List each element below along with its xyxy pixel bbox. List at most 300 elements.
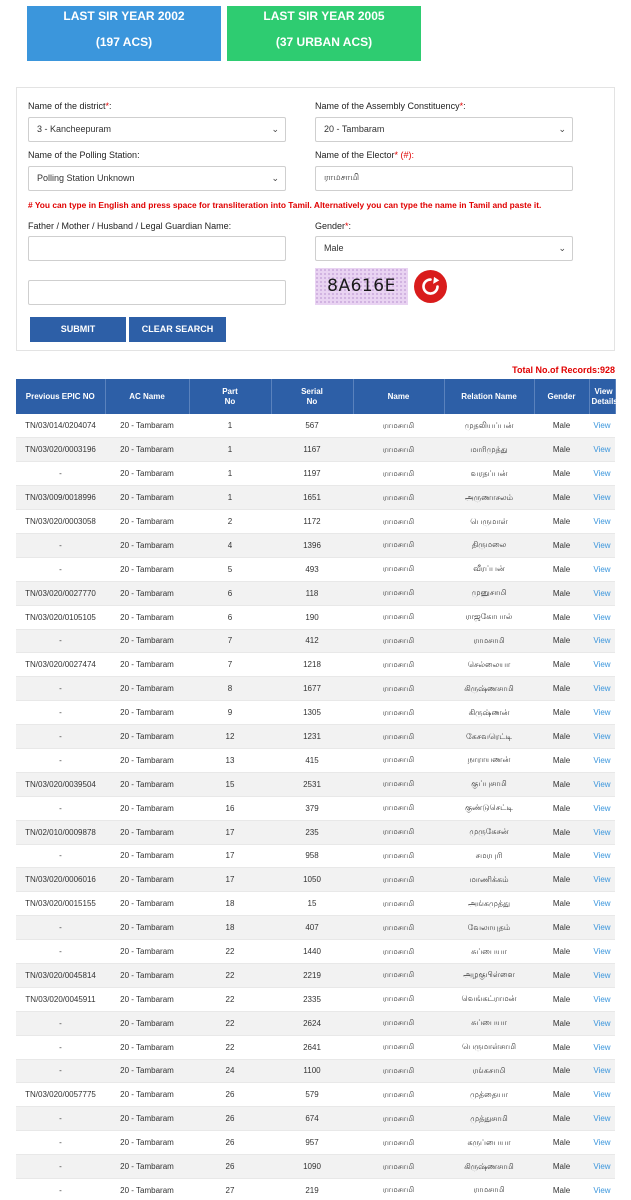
cell-gender: Male xyxy=(534,414,589,438)
cell-view xyxy=(589,1011,615,1035)
view-details-link[interactable]: View xyxy=(593,588,611,598)
cell-relation-name: குப்புசாமி xyxy=(444,772,534,796)
cell-relation-name: மாரிமுத்து xyxy=(444,438,534,462)
cell-view xyxy=(589,1059,615,1083)
cell-part-no: 1 xyxy=(189,438,271,462)
view-details-link[interactable]: View xyxy=(593,1138,611,1148)
view-details-link[interactable]: View xyxy=(593,779,611,789)
cell-ac-name: 20 - Tambaram xyxy=(105,820,189,844)
cell-name: ராமசாமி xyxy=(353,940,444,964)
banner-subtitle: (37 URBAN ACS) xyxy=(275,35,373,49)
table-row xyxy=(16,987,615,1011)
submit-button[interactable]: SUBMIT xyxy=(30,317,126,342)
cell-part-no: 1 xyxy=(189,462,271,486)
view-details-link[interactable]: View xyxy=(593,708,611,718)
captcha-input[interactable] xyxy=(28,280,286,305)
cell-gender: Male xyxy=(534,1011,589,1035)
table-row xyxy=(16,892,615,916)
cell-part-no: 8 xyxy=(189,677,271,701)
cell-serial-no: 415 xyxy=(271,748,353,772)
view-details-link[interactable]: View xyxy=(593,636,611,646)
cell-ac-name: 20 - Tambaram xyxy=(105,1083,189,1107)
cell-relation-name: ராமசாமி xyxy=(444,1179,534,1200)
cell-part-no: 24 xyxy=(189,1059,271,1083)
cell-name: ராமசாமி xyxy=(353,1035,444,1059)
cell-serial-no: 1440 xyxy=(271,940,353,964)
cell-relation-name: சுப்பையா xyxy=(444,1011,534,1035)
view-details-link[interactable]: View xyxy=(593,421,611,431)
cell-relation-name: வேலாயுதம் xyxy=(444,916,534,940)
cell-serial-no: 2624 xyxy=(271,1011,353,1035)
table-row xyxy=(16,916,615,940)
cell-view xyxy=(589,1155,615,1179)
view-details-link[interactable]: View xyxy=(593,994,611,1004)
cell-name: ராமசாமி xyxy=(353,916,444,940)
cell-relation-name: மாணிக்கம் xyxy=(444,868,534,892)
cell-part-no: 12 xyxy=(189,725,271,749)
header-part-no[interactable]: Part No xyxy=(189,379,271,414)
cell-view xyxy=(589,414,615,438)
cell-relation-name: முத்துசாமி xyxy=(444,1107,534,1131)
cell-view xyxy=(589,605,615,629)
cell-part-no: 22 xyxy=(189,963,271,987)
cell-serial-no: 2335 xyxy=(271,987,353,1011)
view-details-link[interactable]: View xyxy=(593,851,611,861)
chevron-down-icon: ⌄ xyxy=(558,243,566,253)
cell-gender: Male xyxy=(534,701,589,725)
view-details-link[interactable]: View xyxy=(593,1018,611,1028)
cell-part-no: 26 xyxy=(189,1083,271,1107)
cell-gender: Male xyxy=(534,868,589,892)
cell-previous-epic: - xyxy=(16,701,105,725)
cell-part-no: 26 xyxy=(189,1107,271,1131)
cell-part-no: 4 xyxy=(189,533,271,557)
table-row xyxy=(16,701,615,725)
cell-part-no: 9 xyxy=(189,701,271,725)
view-details-link[interactable]: View xyxy=(593,1162,611,1172)
cell-view xyxy=(589,462,615,486)
cell-gender: Male xyxy=(534,940,589,964)
cell-previous-epic: - xyxy=(16,940,105,964)
cell-view xyxy=(589,1131,615,1155)
cell-previous-epic: - xyxy=(16,1107,105,1131)
cell-ac-name: 20 - Tambaram xyxy=(105,1059,189,1083)
cell-part-no: 16 xyxy=(189,796,271,820)
header-view-details[interactable]: View Details xyxy=(589,379,615,414)
cell-serial-no: 412 xyxy=(271,629,353,653)
cell-previous-epic: - xyxy=(16,1179,105,1200)
cell-name: ராமசாமி xyxy=(353,1059,444,1083)
view-details-link[interactable]: View xyxy=(593,564,611,574)
cell-serial-no: 235 xyxy=(271,820,353,844)
view-details-link[interactable]: View xyxy=(593,469,611,479)
cell-ac-name: 20 - Tambaram xyxy=(105,987,189,1011)
cell-ac-name: 20 - Tambaram xyxy=(105,725,189,749)
cell-view xyxy=(589,557,615,581)
view-details-link[interactable]: View xyxy=(593,827,611,837)
cell-gender: Male xyxy=(534,533,589,557)
table-row xyxy=(16,486,615,510)
elector-label: Name of the Elector* (#): xyxy=(315,150,415,160)
view-details-link[interactable]: View xyxy=(593,803,611,813)
cell-previous-epic: - xyxy=(16,796,105,820)
captcha-image: 8A616E xyxy=(315,268,408,305)
cell-relation-name: சுப்பையா xyxy=(444,940,534,964)
cell-name: ராமசாமி xyxy=(353,533,444,557)
cell-name: ராமசாமி xyxy=(353,557,444,581)
table-row xyxy=(16,1035,615,1059)
view-details-link[interactable]: View xyxy=(593,755,611,765)
cell-name: ராமசாமி xyxy=(353,844,444,868)
header-gender[interactable]: Gender xyxy=(534,379,589,414)
cell-part-no: 27 xyxy=(189,1179,271,1200)
cell-serial-no: 190 xyxy=(271,605,353,629)
polling-station-label: Name of the Polling Station: xyxy=(28,150,140,160)
cell-ac-name: 20 - Tambaram xyxy=(105,1131,189,1155)
cell-gender: Male xyxy=(534,677,589,701)
cell-name: ராமசாமி xyxy=(353,414,444,438)
cell-name: ராமசாமி xyxy=(353,1107,444,1131)
cell-view xyxy=(589,987,615,1011)
cell-part-no: 17 xyxy=(189,844,271,868)
cell-relation-name: குண்டுசெட்டி xyxy=(444,796,534,820)
cell-ac-name: 20 - Tambaram xyxy=(105,1107,189,1131)
table-header-row xyxy=(16,379,615,414)
clear-search-button[interactable]: CLEAR SEARCH xyxy=(129,317,226,342)
table-row xyxy=(16,677,615,701)
cell-previous-epic: TN/03/020/0039504 xyxy=(16,772,105,796)
cell-previous-epic: - xyxy=(16,844,105,868)
cell-gender: Male xyxy=(534,653,589,677)
table-row xyxy=(16,1131,615,1155)
table-row xyxy=(16,1059,615,1083)
cell-gender: Male xyxy=(534,820,589,844)
cell-gender: Male xyxy=(534,438,589,462)
cell-ac-name: 20 - Tambaram xyxy=(105,653,189,677)
cell-name: ராமசாமி xyxy=(353,868,444,892)
cell-name: ராமசாமி xyxy=(353,1179,444,1200)
cell-previous-epic: TN/03/020/0045814 xyxy=(16,963,105,987)
cell-ac-name: 20 - Tambaram xyxy=(105,629,189,653)
cell-ac-name: 20 - Tambaram xyxy=(105,486,189,510)
cell-relation-name: செல்லையா xyxy=(444,653,534,677)
cell-view xyxy=(589,677,615,701)
cell-part-no: 7 xyxy=(189,653,271,677)
cell-name: ராமசாமி xyxy=(353,462,444,486)
cell-gender: Male xyxy=(534,1131,589,1155)
cell-previous-epic: TN/03/020/0027474 xyxy=(16,653,105,677)
cell-previous-epic: - xyxy=(16,629,105,653)
cell-previous-epic: TN/03/020/0015155 xyxy=(16,892,105,916)
cell-relation-name: முனுசாமி xyxy=(444,581,534,605)
cell-previous-epic: - xyxy=(16,1011,105,1035)
cell-relation-name: கிருஷ்ணன் xyxy=(444,701,534,725)
district-select[interactable] xyxy=(28,117,286,142)
view-details-link[interactable]: View xyxy=(593,875,611,885)
cell-part-no: 13 xyxy=(189,748,271,772)
ac-label: Name of the Assembly Constituency*: xyxy=(315,101,466,111)
cell-gender: Male xyxy=(534,462,589,486)
cell-view xyxy=(589,820,615,844)
cell-serial-no: 1050 xyxy=(271,868,353,892)
view-details-link[interactable]: View xyxy=(593,540,611,550)
cell-gender: Male xyxy=(534,1083,589,1107)
chevron-down-icon: ⌄ xyxy=(558,124,566,134)
cell-serial-no: 1651 xyxy=(271,486,353,510)
cell-serial-no: 579 xyxy=(271,1083,353,1107)
cell-name: ராமசாமி xyxy=(353,677,444,701)
ac-select[interactable] xyxy=(315,117,573,142)
cell-part-no: 22 xyxy=(189,987,271,1011)
guardian-label: Father / Mother / Husband / Legal Guardian Name: xyxy=(28,221,232,231)
header-previous-epic[interactable]: Previous EPIC NO xyxy=(16,379,105,414)
view-details-link[interactable]: View xyxy=(593,1090,611,1100)
cell-part-no: 22 xyxy=(189,1011,271,1035)
cell-serial-no: 1100 xyxy=(271,1059,353,1083)
cell-gender: Male xyxy=(534,1155,589,1179)
cell-ac-name: 20 - Tambaram xyxy=(105,940,189,964)
cell-serial-no: 493 xyxy=(271,557,353,581)
table-row xyxy=(16,725,615,749)
cell-ac-name: 20 - Tambaram xyxy=(105,533,189,557)
cell-view xyxy=(589,1179,615,1200)
view-details-link[interactable]: View xyxy=(593,517,611,526)
cell-relation-name: ரங்கசாமி xyxy=(444,1059,534,1083)
cell-view xyxy=(589,701,615,725)
cell-name: ராமசாமி xyxy=(353,892,444,916)
banner-sir-2002[interactable] xyxy=(27,6,221,61)
cell-name: ராமசாமி xyxy=(353,963,444,987)
cell-part-no: 5 xyxy=(189,557,271,581)
cell-relation-name: பெருமாள் xyxy=(444,510,534,534)
cell-name: ராமசாமி xyxy=(353,772,444,796)
cell-relation-name: முருகேசன் xyxy=(444,820,534,844)
view-details-link[interactable]: View xyxy=(593,684,611,694)
table-row xyxy=(16,438,615,462)
cell-previous-epic: TN/03/020/0003196 xyxy=(16,438,105,462)
refresh-icon xyxy=(420,276,441,297)
cell-gender: Male xyxy=(534,772,589,796)
district-label: Name of the district*: xyxy=(28,101,112,111)
cell-ac-name: 20 - Tambaram xyxy=(105,868,189,892)
cell-previous-epic: - xyxy=(16,916,105,940)
table-row xyxy=(16,629,615,653)
cell-name: ராமசாமி xyxy=(353,438,444,462)
view-details-link[interactable]: View xyxy=(593,947,611,957)
cell-view xyxy=(589,844,615,868)
view-details-link[interactable]: View xyxy=(593,1066,611,1076)
cell-relation-name: வெங்கட்ராமன் xyxy=(444,987,534,1011)
cell-view xyxy=(589,940,615,964)
header-serial-no[interactable]: Serial No xyxy=(271,379,353,414)
cell-previous-epic: - xyxy=(16,557,105,581)
table-row xyxy=(16,557,615,581)
cell-view xyxy=(589,796,615,820)
view-details-link[interactable]: View xyxy=(593,660,611,670)
cell-view xyxy=(589,653,615,677)
cell-previous-epic: TN/03/020/0003058 xyxy=(16,510,105,534)
cell-gender: Male xyxy=(534,963,589,987)
cell-relation-name: பெருமாள்சாமி xyxy=(444,1035,534,1059)
table-row xyxy=(16,748,615,772)
cell-view xyxy=(589,438,615,462)
cell-ac-name: 20 - Tambaram xyxy=(105,892,189,916)
cell-previous-epic: - xyxy=(16,725,105,749)
cell-view xyxy=(589,1083,615,1107)
table-row xyxy=(16,581,615,605)
cell-serial-no: 1197 xyxy=(271,462,353,486)
cell-ac-name: 20 - Tambaram xyxy=(105,1155,189,1179)
cell-previous-epic: TN/03/020/0045911 xyxy=(16,987,105,1011)
table-row xyxy=(16,462,615,486)
cell-ac-name: 20 - Tambaram xyxy=(105,438,189,462)
cell-previous-epic: - xyxy=(16,462,105,486)
cell-view xyxy=(589,486,615,510)
cell-part-no: 6 xyxy=(189,605,271,629)
view-details-link[interactable]: View xyxy=(593,1185,611,1195)
cell-serial-no: 379 xyxy=(271,796,353,820)
cell-gender: Male xyxy=(534,1035,589,1059)
cell-ac-name: 20 - Tambaram xyxy=(105,748,189,772)
gender-value: Male xyxy=(324,243,344,253)
cell-relation-name: கிருஷ்ணசாமி xyxy=(444,1155,534,1179)
table-row xyxy=(16,653,615,677)
cell-ac-name: 20 - Tambaram xyxy=(105,414,189,438)
cell-name: ராமசாமி xyxy=(353,629,444,653)
cell-name: ராமசாமி xyxy=(353,653,444,677)
cell-name: ராமசாமி xyxy=(353,1131,444,1155)
cell-gender: Male xyxy=(534,748,589,772)
cell-gender: Male xyxy=(534,987,589,1011)
table-row xyxy=(16,533,615,557)
cell-previous-epic: - xyxy=(16,1155,105,1179)
table-row xyxy=(16,605,615,629)
table-row xyxy=(16,963,615,987)
cell-part-no: 26 xyxy=(189,1131,271,1155)
table-row xyxy=(16,940,615,964)
view-details-link[interactable]: View xyxy=(593,612,611,622)
guardian-name-input[interactable] xyxy=(28,236,286,261)
view-details-link[interactable]: View xyxy=(593,493,611,503)
table-row xyxy=(16,1179,615,1200)
cell-relation-name: நாராயணன் xyxy=(444,748,534,772)
cell-name: ராமசாமி xyxy=(353,987,444,1011)
cell-relation-name: சமரபுரி xyxy=(444,844,534,868)
cell-gender: Male xyxy=(534,510,589,534)
header-relation-name[interactable]: Relation Name xyxy=(444,379,534,414)
table-row xyxy=(16,510,615,534)
cell-previous-epic: TN/03/009/0018996 xyxy=(16,486,105,510)
view-details-link[interactable]: View xyxy=(593,970,611,980)
cell-view xyxy=(589,533,615,557)
cell-part-no: 18 xyxy=(189,892,271,916)
cell-gender: Male xyxy=(534,916,589,940)
cell-part-no: 6 xyxy=(189,581,271,605)
cell-part-no: 1 xyxy=(189,486,271,510)
cell-gender: Male xyxy=(534,796,589,820)
table-row xyxy=(16,796,615,820)
cell-name: ராமசாமி xyxy=(353,725,444,749)
view-details-link[interactable]: View xyxy=(593,899,611,909)
view-details-link[interactable]: View xyxy=(593,732,611,742)
cell-view xyxy=(589,1107,615,1131)
cell-ac-name: 20 - Tambaram xyxy=(105,605,189,629)
cell-gender: Male xyxy=(534,725,589,749)
cell-name: ராமசாமி xyxy=(353,510,444,534)
cell-serial-no: 674 xyxy=(271,1107,353,1131)
view-details-link[interactable]: View xyxy=(593,1114,611,1124)
cell-view xyxy=(589,916,615,940)
cell-gender: Male xyxy=(534,1059,589,1083)
table-row xyxy=(16,820,615,844)
cell-name: ராமசாமி xyxy=(353,1155,444,1179)
cell-previous-epic: TN/03/014/0204074 xyxy=(16,414,105,438)
cell-previous-epic: TN/03/020/0027770 xyxy=(16,581,105,605)
cell-view xyxy=(589,963,615,987)
cell-serial-no: 2531 xyxy=(271,772,353,796)
cell-relation-name: முத்தையா xyxy=(444,1083,534,1107)
cell-ac-name: 20 - Tambaram xyxy=(105,963,189,987)
cell-view xyxy=(589,581,615,605)
gender-select[interactable] xyxy=(315,236,573,261)
cell-part-no: 17 xyxy=(189,868,271,892)
cell-part-no: 7 xyxy=(189,629,271,653)
cell-serial-no: 1218 xyxy=(271,653,353,677)
cell-ac-name: 20 - Tambaram xyxy=(105,796,189,820)
cell-view xyxy=(589,510,615,534)
cell-part-no: 22 xyxy=(189,940,271,964)
elector-name-input[interactable] xyxy=(315,166,573,191)
banner-title: LAST SIR YEAR 2002 xyxy=(63,9,185,23)
cell-previous-epic: - xyxy=(16,748,105,772)
chevron-down-icon: ⌄ xyxy=(271,124,279,134)
cell-ac-name: 20 - Tambaram xyxy=(105,844,189,868)
cell-gender: Male xyxy=(534,844,589,868)
cell-previous-epic: TN/03/020/0006016 xyxy=(16,868,105,892)
cell-gender: Male xyxy=(534,1179,589,1200)
header-ac-name[interactable]: AC Name xyxy=(105,379,189,414)
header-name[interactable]: Name xyxy=(353,379,444,414)
cell-name: ராமசாமி xyxy=(353,748,444,772)
cell-gender: Male xyxy=(534,1107,589,1131)
cell-gender: Male xyxy=(534,605,589,629)
cell-relation-name: வரதப்பன் xyxy=(444,462,534,486)
table-row xyxy=(16,1011,615,1035)
cell-serial-no: 567 xyxy=(271,414,353,438)
polling-station-select[interactable] xyxy=(28,166,286,191)
captcha-refresh-button[interactable] xyxy=(414,270,447,303)
cell-name: ராமசாமி xyxy=(353,1083,444,1107)
view-details-link[interactable]: View xyxy=(593,445,611,455)
cell-relation-name: கேசவரெட்டி xyxy=(444,725,534,749)
cell-relation-name: திருமலை xyxy=(444,533,534,557)
cell-ac-name: 20 - Tambaram xyxy=(105,772,189,796)
cell-relation-name: கருப்பையா xyxy=(444,1131,534,1155)
cell-ac-name: 20 - Tambaram xyxy=(105,916,189,940)
cell-serial-no: 1167 xyxy=(271,438,353,462)
cell-view xyxy=(589,868,615,892)
cell-serial-no: 1090 xyxy=(271,1155,353,1179)
cell-view xyxy=(589,725,615,749)
banner-sir-2005[interactable] xyxy=(227,6,421,61)
cell-relation-name: அங்கமுத்து xyxy=(444,892,534,916)
view-details-link[interactable]: View xyxy=(593,923,611,933)
cell-part-no: 17 xyxy=(189,820,271,844)
cell-view xyxy=(589,629,615,653)
view-details-link[interactable]: View xyxy=(593,1042,611,1052)
table-row xyxy=(16,1155,615,1179)
table-row xyxy=(16,414,615,438)
